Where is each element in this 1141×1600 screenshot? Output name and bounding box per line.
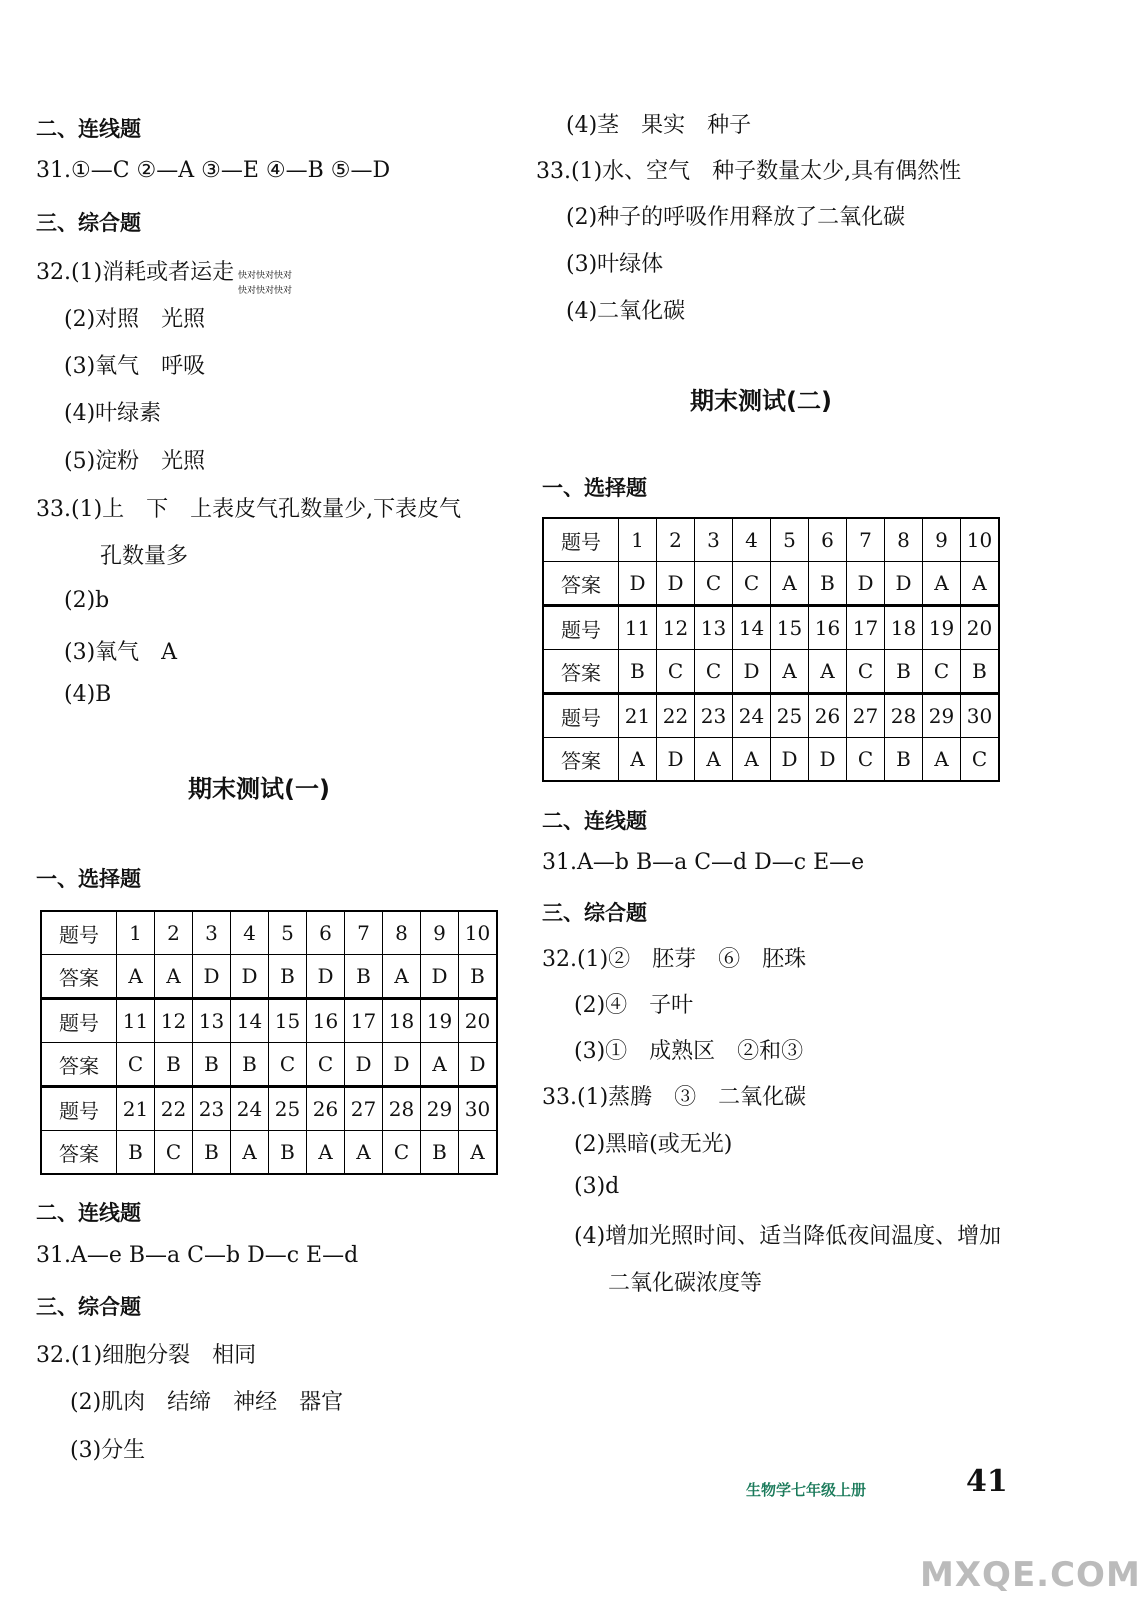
table-cell: 13 (695, 606, 733, 650)
table-cell: 30 (459, 1087, 498, 1131)
table-cell: A (421, 1043, 459, 1087)
section-heading: 二、连线题 (542, 809, 647, 833)
table-cell: 8 (383, 911, 421, 955)
answer-line: (3)① 成熟区 ②和③ (574, 1039, 804, 1064)
table-cell: B (193, 1043, 231, 1087)
answer-line: 二氧化碳浓度等 (608, 1271, 763, 1296)
table-row (41, 955, 497, 999)
table-cell: 12 (657, 606, 695, 650)
tiny-text: 快对快对快对 (238, 271, 293, 281)
table-cell: A (231, 1131, 269, 1175)
table-cell: D (383, 1043, 421, 1087)
table-row-header: 答案 (543, 562, 619, 606)
table-cell: 27 (345, 1087, 383, 1131)
answer-line: 33.(1)蒸腾 ③ 二氧化碳 (542, 1085, 807, 1110)
table-row (41, 1087, 497, 1131)
table-cell: C (657, 650, 695, 694)
section-heading: 二、连线题 (36, 117, 141, 141)
table-row (543, 562, 999, 606)
table-cell: C (307, 1043, 345, 1087)
answer-line: 31.A—b B—a C—d D—c E—e (542, 850, 865, 875)
table-cell: C (269, 1043, 307, 1087)
table-cell: 26 (307, 1087, 345, 1131)
exam-title: 期末测试(一) (188, 775, 330, 803)
table-cell: 16 (809, 606, 847, 650)
table-row-header: 题号 (543, 518, 619, 562)
table-row-header: 题号 (41, 999, 117, 1043)
table-cell: 4 (733, 518, 771, 562)
table-cell: B (269, 955, 307, 999)
table-cell: B (885, 738, 923, 782)
answer-line: (4)B (64, 682, 112, 707)
table-cell: D (193, 955, 231, 999)
table-cell: C (695, 650, 733, 694)
table-cell: 6 (809, 518, 847, 562)
answer-line: 31.①—C ②—A ③—E ④—B ⑤—D (36, 158, 391, 183)
table-cell: 3 (695, 518, 733, 562)
table-cell: A (345, 1131, 383, 1175)
table-cell: C (733, 562, 771, 606)
table-cell: 23 (695, 694, 733, 738)
table-cell: 10 (961, 518, 1000, 562)
table-cell: B (231, 1043, 269, 1087)
table-cell: C (383, 1131, 421, 1175)
answer-line: (3)氧气 呼吸 (64, 354, 206, 379)
table-cell: 15 (269, 999, 307, 1043)
answer-line: (2)④ 子叶 (574, 993, 694, 1018)
table-cell: A (117, 955, 155, 999)
table-row (543, 606, 999, 650)
table-cell: 6 (307, 911, 345, 955)
table-cell: B (421, 1131, 459, 1175)
table-cell: D (771, 738, 809, 782)
table-cell: 9 (421, 911, 459, 955)
table-cell: D (231, 955, 269, 999)
table-row-header: 题号 (543, 694, 619, 738)
table-cell: A (923, 562, 961, 606)
table-cell: 13 (193, 999, 231, 1043)
table-cell: B (885, 650, 923, 694)
table-cell: 24 (733, 694, 771, 738)
table-cell: 7 (847, 518, 885, 562)
table-cell: 25 (771, 694, 809, 738)
table-cell: B (619, 650, 657, 694)
table-cell: 19 (923, 606, 961, 650)
table-cell: A (307, 1131, 345, 1175)
table-cell: B (117, 1131, 155, 1175)
answer-line: (5)淀粉 光照 (64, 449, 206, 474)
table-row (41, 911, 497, 955)
table-cell: 22 (155, 1087, 193, 1131)
answer-line: (3)d (574, 1174, 620, 1199)
table-cell: D (809, 738, 847, 782)
table-cell: 20 (961, 606, 1000, 650)
section-heading: 一、选择题 (36, 867, 141, 891)
answer-line: (2)黑暗(或无光) (574, 1132, 733, 1157)
table-row-header: 答案 (543, 738, 619, 782)
answer-line: (4)二氧化碳 (566, 299, 686, 324)
table-cell: B (155, 1043, 193, 1087)
page-number: 41 (966, 1464, 1008, 1499)
table-cell: 11 (117, 999, 155, 1043)
table-cell: B (809, 562, 847, 606)
answer-table (542, 517, 1000, 782)
table-row-header: 题号 (543, 606, 619, 650)
table-row (543, 738, 999, 782)
table-cell: 8 (885, 518, 923, 562)
table-cell: 7 (345, 911, 383, 955)
table-cell: B (345, 955, 383, 999)
table-cell: 29 (923, 694, 961, 738)
table-cell: A (695, 738, 733, 782)
section-heading: 二、连线题 (36, 1201, 141, 1225)
table-cell: A (923, 738, 961, 782)
table-cell: C (155, 1131, 193, 1175)
table-row (543, 650, 999, 694)
table-row (543, 518, 999, 562)
answer-line: (4)叶绿素 (64, 401, 162, 426)
table-cell: D (421, 955, 459, 999)
table-cell: C (961, 738, 1000, 782)
answer-line: (3)分生 (70, 1438, 146, 1463)
table-cell: 9 (923, 518, 961, 562)
table-cell: 14 (733, 606, 771, 650)
answer-line: (3)氧气 A (64, 640, 178, 665)
table-cell: A (961, 562, 1000, 606)
table-row-header: 题号 (41, 911, 117, 955)
answer-line: 33.(1)上 下 上表皮气孔数量少,下表皮气 (36, 497, 462, 522)
answer-line: (2)对照 光照 (64, 307, 206, 332)
table-cell: D (885, 562, 923, 606)
table-cell: 5 (771, 518, 809, 562)
table-cell: 4 (231, 911, 269, 955)
table-cell: 17 (345, 999, 383, 1043)
table-cell: 26 (809, 694, 847, 738)
table-cell: 16 (307, 999, 345, 1043)
table-cell: 11 (619, 606, 657, 650)
table-cell: A (383, 955, 421, 999)
answer-line: (2)种子的呼吸作用释放了二氧化碳 (566, 205, 906, 230)
table-cell: B (269, 1131, 307, 1175)
table-cell: 27 (847, 694, 885, 738)
section-heading: 三、综合题 (542, 901, 647, 925)
table-cell: A (733, 738, 771, 782)
answer-line: 孔数量多 (100, 544, 189, 569)
table-cell: 22 (657, 694, 695, 738)
answer-line: (2)b (64, 588, 110, 613)
answer-line: (2)肌肉 结缔 神经 器官 (70, 1390, 344, 1415)
table-cell: 1 (117, 911, 155, 955)
table-cell: A (771, 650, 809, 694)
answer-line: (4)增加光照时间、适当降低夜间温度、增加 (574, 1224, 1002, 1249)
table-cell: 2 (657, 518, 695, 562)
table-cell: 3 (193, 911, 231, 955)
section-heading: 三、综合题 (36, 211, 141, 235)
table-cell: D (657, 562, 695, 606)
table-row-header: 答案 (41, 955, 117, 999)
table-cell: 12 (155, 999, 193, 1043)
book-title: 生物学七年级上册 (746, 1481, 867, 1499)
table-cell: D (847, 562, 885, 606)
table-row (41, 1043, 497, 1087)
table-cell: A (771, 562, 809, 606)
table-cell: 19 (421, 999, 459, 1043)
table-cell: 18 (383, 999, 421, 1043)
table-cell: 18 (885, 606, 923, 650)
table-cell: B (193, 1131, 231, 1175)
section-heading: 一、选择题 (542, 476, 647, 500)
table-cell: 2 (155, 911, 193, 955)
table-cell: 21 (619, 694, 657, 738)
table-cell: D (345, 1043, 383, 1087)
table-cell: B (961, 650, 1000, 694)
tiny-text: 快对快对快对 (238, 286, 293, 296)
table-cell: 28 (885, 694, 923, 738)
table-cell: 20 (459, 999, 498, 1043)
answer-table (40, 910, 498, 1175)
table-cell: B (459, 955, 498, 999)
table-cell: D (459, 1043, 498, 1087)
table-cell: 21 (117, 1087, 155, 1131)
table-cell: 23 (193, 1087, 231, 1131)
table-row (543, 694, 999, 738)
table-cell: C (847, 650, 885, 694)
table-cell: 5 (269, 911, 307, 955)
table-cell: D (733, 650, 771, 694)
table-row-header: 答案 (41, 1131, 117, 1175)
table-cell: C (117, 1043, 155, 1087)
table-cell: D (307, 955, 345, 999)
table-cell: A (619, 738, 657, 782)
table-cell: 24 (231, 1087, 269, 1131)
table-row (41, 999, 497, 1043)
table-cell: 14 (231, 999, 269, 1043)
answer-line: (4)茎 果实 种子 (566, 113, 752, 138)
table-cell: D (619, 562, 657, 606)
table-cell: 1 (619, 518, 657, 562)
table-cell: C (923, 650, 961, 694)
table-row (41, 1131, 497, 1175)
table-cell: A (155, 955, 193, 999)
table-cell: 25 (269, 1087, 307, 1131)
table-cell: 17 (847, 606, 885, 650)
table-row-header: 答案 (543, 650, 619, 694)
table-cell: 30 (961, 694, 1000, 738)
answer-line: 31.A—e B—a C—b D—c E—d (36, 1243, 359, 1268)
table-cell: A (809, 650, 847, 694)
table-row-header: 题号 (41, 1087, 117, 1131)
table-cell: A (459, 1131, 498, 1175)
answer-line: 32.(1)消耗或者运走 (36, 260, 235, 285)
table-cell: C (847, 738, 885, 782)
section-heading: 三、综合题 (36, 1295, 141, 1319)
table-cell: 28 (383, 1087, 421, 1131)
table-cell: 10 (459, 911, 498, 955)
answer-line: 32.(1)② 胚芽 ⑥ 胚珠 (542, 947, 807, 972)
watermark: MXQE.COM (920, 1555, 1141, 1595)
table-row-header: 答案 (41, 1043, 117, 1087)
answer-line: (3)叶绿体 (566, 252, 664, 277)
table-cell: C (695, 562, 733, 606)
table-cell: 29 (421, 1087, 459, 1131)
answer-line: 33.(1)水、空气 种子数量太少,具有偶然性 (536, 159, 962, 184)
answer-line: 32.(1)细胞分裂 相同 (36, 1343, 257, 1368)
table-cell: D (657, 738, 695, 782)
exam-title: 期末测试(二) (690, 387, 832, 415)
table-cell: 15 (771, 606, 809, 650)
